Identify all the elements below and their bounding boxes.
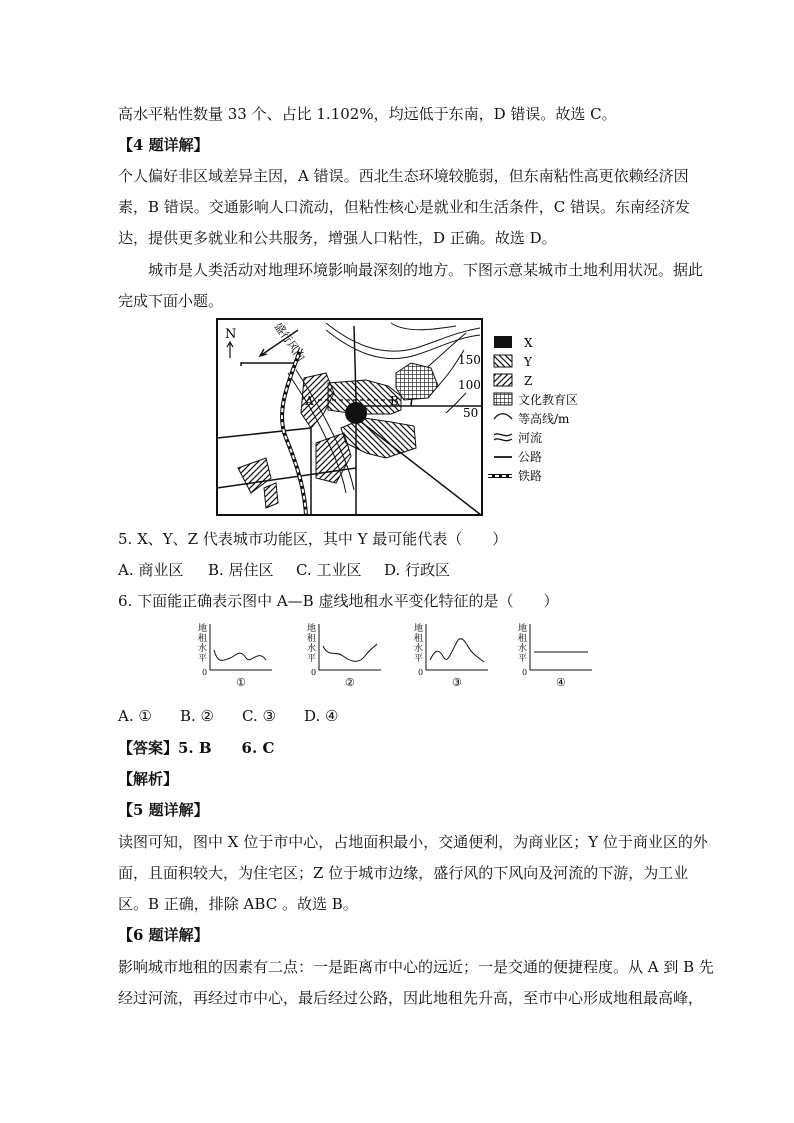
contour-value: 50 bbox=[463, 406, 479, 420]
legend-z-swatch bbox=[494, 374, 512, 386]
text-line: 经过河流，再经过市中心，最后经过公路，因此地租先升高，至市中心形成地租最高峰， bbox=[118, 989, 704, 1007]
graph-ylabel: 地 bbox=[307, 624, 317, 634]
graph-ylabel: 平 bbox=[307, 654, 317, 664]
wind-direction-label: 盛行风向 bbox=[271, 320, 308, 364]
graph-origin: 0 bbox=[418, 668, 424, 677]
city-landuse-map bbox=[216, 318, 586, 518]
question-6-options bbox=[118, 706, 338, 726]
graph-label: ④ bbox=[556, 676, 566, 689]
graph-ylabel: 地 bbox=[518, 624, 528, 634]
graph-ylabel: 租 bbox=[307, 634, 317, 644]
graph-ylabel: 平 bbox=[518, 654, 528, 664]
option[interactable]: C. ③ bbox=[242, 707, 276, 725]
legend-label: Y bbox=[524, 355, 532, 369]
graph-curve bbox=[430, 639, 484, 662]
graph-axis bbox=[426, 624, 488, 670]
legend-label: Z bbox=[524, 374, 533, 388]
option[interactable]: D. 行政区 bbox=[384, 561, 451, 579]
text-line: 影响城市地租的因素有二点：一是距离市中心的远近；一是交通的便捷程度。从 A 到 B 先 bbox=[118, 958, 714, 976]
graph-origin: 0 bbox=[522, 668, 528, 677]
zone-z bbox=[264, 483, 278, 508]
graph-origin: 0 bbox=[202, 668, 208, 677]
point-a-label: A bbox=[305, 394, 314, 408]
graph-ylabel: 水 bbox=[307, 644, 317, 654]
graph-axis bbox=[530, 624, 592, 670]
rent-graph-4 bbox=[516, 620, 598, 690]
legend-label: 等高线/m bbox=[518, 412, 570, 426]
legend-x-swatch bbox=[494, 336, 512, 348]
graph-ylabel: 地 bbox=[414, 624, 424, 634]
option[interactable]: C. 工业区 bbox=[296, 561, 362, 579]
option[interactable]: D. ④ bbox=[304, 707, 339, 725]
question-6-stem: 6. 下面能正确表示图中 A—B 虚线地租水平变化特征的是（ ） bbox=[118, 592, 559, 610]
text-line: 面，且面积较大，为住宅区；Z 位于城市边缘，盛行风的下风向及河流的下游，为工业 bbox=[118, 864, 689, 882]
rent-graph-3 bbox=[412, 620, 494, 690]
graph-ylabel: 水 bbox=[518, 644, 528, 654]
graph-axis bbox=[319, 624, 381, 670]
point-b-label: B bbox=[390, 394, 399, 408]
rent-graph-1 bbox=[196, 620, 278, 690]
graph-label: ③ bbox=[452, 676, 462, 689]
question-5-stem: 5. X、Y、Z 代表城市功能区，其中 Y 最可能代表（ ） bbox=[118, 530, 508, 548]
analysis-heading: 【解析】 bbox=[118, 770, 179, 788]
question-5-options bbox=[118, 560, 450, 580]
graph-ylabel: 水 bbox=[198, 644, 208, 654]
graph-ylabel: 地 bbox=[198, 624, 208, 634]
text-line: 读图可知，图中 X 位于市中心，占地面积最小，交通便利，为商业区；Y 位于商业区的外 bbox=[118, 833, 708, 851]
option[interactable]: A. ① bbox=[118, 707, 152, 725]
legend-river-icon bbox=[494, 434, 512, 441]
map-legend bbox=[488, 336, 578, 483]
graph-ylabel: 租 bbox=[198, 634, 208, 644]
option[interactable]: B. 居住区 bbox=[208, 561, 274, 579]
text-line: 区。B 正确，排除 ABC 。故选 B。 bbox=[118, 895, 358, 913]
legend-label: 河流 bbox=[518, 431, 543, 445]
legend-culture-swatch bbox=[494, 393, 512, 405]
text-line: 城市是人类活动对地理环境影响最深刻的地方。下图示意某城市土地利用状况。据此 bbox=[148, 261, 704, 279]
text-line: 达，提供更多就业和公共服务，增强人口粘性，D 正确。故选 D。 bbox=[118, 229, 557, 247]
section-heading: 【6 题详解】 bbox=[118, 926, 209, 944]
text-line: 素，B 错误。交通影响人口流动，但粘性核心是就业和生活条件，C 错误。东南经济发 bbox=[118, 198, 691, 216]
graph-ylabel: 租 bbox=[518, 634, 528, 644]
graph-ylabel: 平 bbox=[414, 654, 424, 664]
graph-ylabel: 平 bbox=[198, 654, 208, 664]
graph-curve bbox=[214, 650, 266, 660]
section-heading: 【5 题详解】 bbox=[118, 801, 209, 819]
zone-x bbox=[345, 402, 367, 424]
graph-ylabel: 水 bbox=[414, 644, 424, 654]
option[interactable]: A. 商业区 bbox=[118, 561, 184, 579]
north-label: N bbox=[225, 327, 237, 342]
graph-label: ① bbox=[236, 676, 246, 689]
graph-label: ② bbox=[345, 676, 355, 689]
graph-ylabel: 租 bbox=[414, 634, 424, 644]
legend-label: 公路 bbox=[518, 450, 543, 464]
legend-label: X bbox=[524, 336, 533, 350]
answer-line: 【答案】5. B 6. C bbox=[118, 739, 275, 757]
text-line: 完成下面小题。 bbox=[118, 292, 224, 310]
legend-label: 铁路 bbox=[518, 469, 543, 483]
text-line: 个人偏好非区域差异主因，A 错误。西北生态环境较脆弱，但东南粘性高更依赖经济因 bbox=[118, 167, 689, 185]
graph-curve bbox=[323, 644, 377, 661]
legend-contour-icon bbox=[494, 414, 512, 419]
contour-value: 150 bbox=[458, 353, 481, 367]
legend-label: 文化教育区 bbox=[518, 393, 579, 407]
contour-value: 100 bbox=[458, 378, 481, 392]
rent-graph-2 bbox=[305, 620, 387, 690]
option[interactable]: B. ② bbox=[180, 707, 215, 725]
text-line: 高水平粘性数量 33 个、占比 1.102%，均远低于东南，D 错误。故选 C。 bbox=[118, 105, 617, 123]
graph-axis bbox=[210, 624, 272, 670]
graph-origin: 0 bbox=[311, 668, 317, 677]
legend-y-swatch bbox=[494, 355, 512, 367]
section-heading: 【4 题详解】 bbox=[118, 136, 209, 154]
